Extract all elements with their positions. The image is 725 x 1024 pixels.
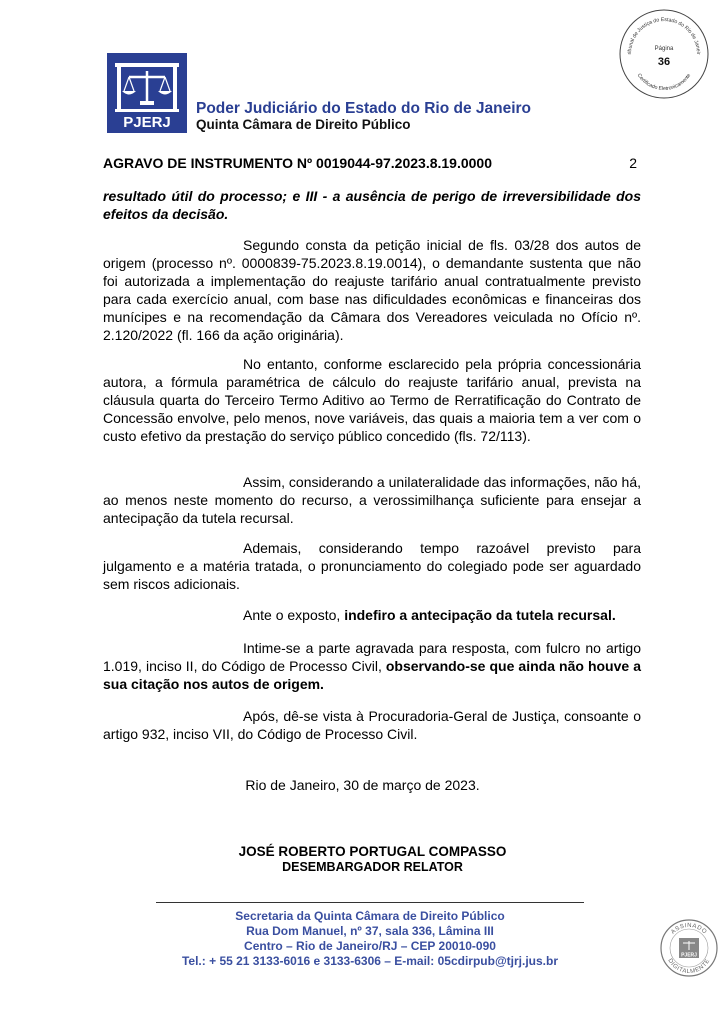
paragraph-unilateral: Assim, considerando a unilateralidade das informações, não há, ao menos neste momento do recurso, a verossimilhança suficiente para ensejar a antecipação da tutela recursal.: [103, 474, 641, 526]
case-title: AGRAVO DE INSTRUMENTO Nº 0019044-97.2023.8.19.0000: [103, 155, 492, 171]
signature-seal-center: PJERJ: [681, 952, 697, 959]
svg-text:Certificado Eletronicamente: [636, 73, 693, 92]
paragraph-continuation: resultado útil do processo; e III - a ausência de perigo de irreversibilidade dos efeitos da decisão.: [103, 188, 641, 222]
paragraph-summons: [103, 639, 641, 693]
judge-name: JOSÉ ROBERTO PORTUGAL COMPASSO: [238, 844, 507, 859]
page-stamp: [617, 7, 711, 101]
footer-line-2: Rua Dom Manuel, nº 37, sala 336, Lâmina III: [246, 924, 494, 938]
seal-top-text: ribunal de Justiça do Estado do Rio de Janeir: [626, 16, 702, 55]
paragraph-prosecutor: Após, dê-se vista à Procuradoria-Geral de Justiça, consoante o artigo 932, inciso VII, do Código de Processo Civil.: [103, 708, 641, 742]
case-header: [103, 155, 643, 171]
paragraph-formula: No entanto, conforme esclarecido pela própria concessionária autora, a fórmula paramétrica de cálculo do reajuste tarifário anual, prevista na cláusula quarta do Terceiro Termo Aditivo ao Termo de Rerratificação do Contrato de Concessão envolve, pelo menos, nove variáveis, das quais a maioria tem a ver com o custo efetivo da prestação do serviço público concedido (fls. 72/113).: [103, 356, 641, 444]
judge-title: DESEMBARGADOR RELATOR: [282, 860, 463, 874]
chamber-name: Quinta Câmara de Direito Público: [196, 117, 411, 132]
court-name: Poder Judiciário do Estado do Rio de Janeiro: [196, 100, 532, 117]
seal-bottom-text: Certificado Eletronicamente: [635, 72, 693, 93]
footer-address: [156, 909, 584, 969]
seal-page-label: Página: [654, 46, 674, 52]
paragraph-ruling: [103, 606, 641, 624]
place-date: Rio de Janeiro, 30 de março de 2023.: [245, 777, 480, 793]
svg-text:DIGITALMENTE: [666, 958, 711, 975]
digital-signature-seal: [659, 918, 719, 978]
summons-note: observando-se que ainda não houve a sua citação nos autos de origem.: [103, 658, 641, 692]
footer-line-1: Secretaria da Quinta Câmara de Direito Público: [235, 909, 505, 923]
ruling-intro: Ante o exposto,: [243, 607, 345, 623]
pjerj-logo: [107, 53, 187, 133]
logo-text: PJERJ: [123, 114, 171, 131]
summons-text: Intime-se a parte agravada para resposta, com fulcro no artigo 1.019, inciso II, do Código de Processo Civil,: [103, 640, 641, 674]
footer-line-3: Centro – Rio de Janeiro/RJ – CEP 20010-090: [244, 939, 496, 953]
paragraph-petition: Segundo consta da petição inicial de fls. 03/28 dos autos de origem (processo nº. 0000839-75.2023.8.19.0014), o demandante sustenta que não foi autorizada a implementação do reajuste tarifário anual contratualmente previsto para cada exercício anual, com base nas dificuldades econômicas e financeiras dos munícipes e na recomendação da Câmara dos Vereadores veiculada no Ofício nº. 2.120/2022 (fl. 166 da ação originária).: [103, 237, 641, 343]
page-number: 2: [629, 155, 637, 171]
paragraph-timing: Ademais, considerando tempo razoável previsto para julgamento e a matéria tratada, o pronunciamento do colegiado pode ser aguardado sem riscos adicionais.: [103, 540, 641, 592]
signature-seal-bottom: DIGITALMENTE: [666, 957, 712, 976]
seal-page-number: 36: [657, 56, 671, 68]
footer-line-4: Tel.: + 55 21 3133-6016 e 3133-6306 – E-mail: 05cdirpub@tjrj.jus.br: [181, 954, 558, 968]
signature-seal-top: ASSINADO: [670, 922, 708, 936]
footer-divider: [156, 902, 584, 903]
ruling-decision: indefiro a antecipação da tutela recursal.: [344, 607, 616, 623]
